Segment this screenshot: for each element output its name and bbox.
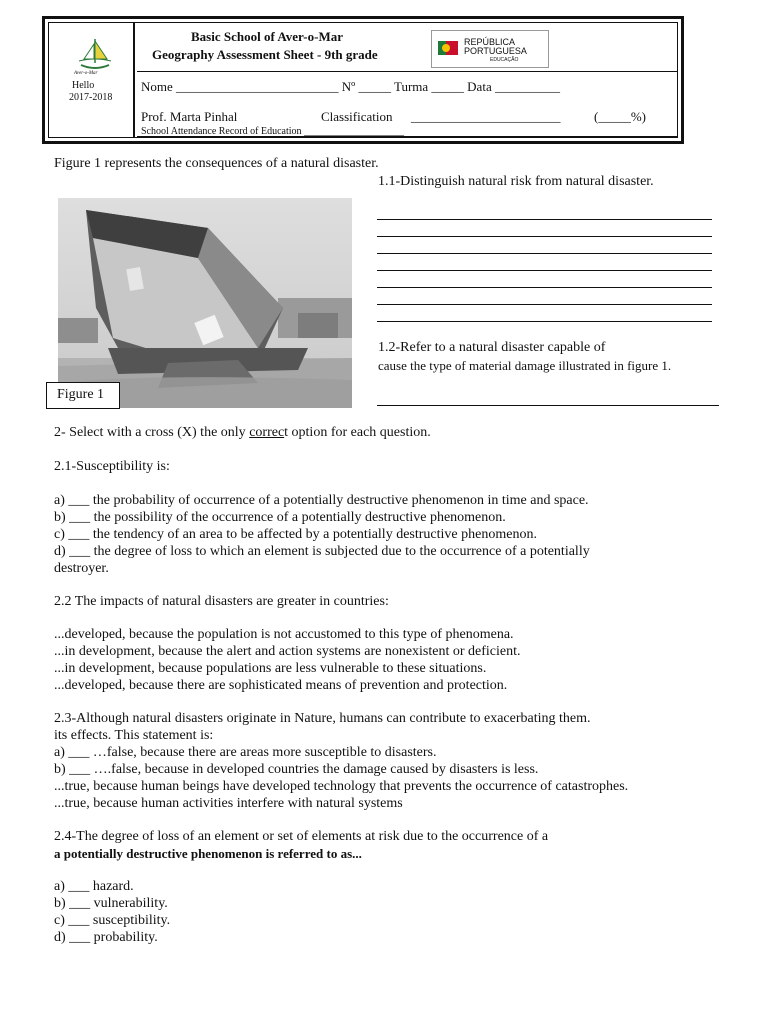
percent-field[interactable]: (_____%) xyxy=(594,109,646,124)
name-label: Nome xyxy=(141,79,173,94)
school-name: Basic School of Aver-o-Mar xyxy=(191,29,343,44)
class-field[interactable]: _____ xyxy=(431,79,464,94)
q2-1-option-b[interactable]: b) ___ the possibility of the occurrence of a potentially destructive phenomenon. xyxy=(54,510,506,525)
number-field[interactable]: _____ xyxy=(358,79,391,94)
q2-4-option-c[interactable]: c) ___ susceptibility. xyxy=(54,913,171,928)
question-2-3-title: 2.3-Although natural disasters originate in Nature, humans can contribute to exacerbating them. xyxy=(54,711,591,726)
header-box xyxy=(42,16,684,144)
attendance-row xyxy=(141,126,404,137)
q2-2-option-2[interactable]: ...in development, because the alert and action systems are nonexistent or deficient. xyxy=(54,644,521,659)
q2-1-option-c[interactable]: c) ___ the tendency of an area to be affected by a potentially destructive phenomenon. xyxy=(54,527,537,542)
header-inner-frame xyxy=(48,22,678,138)
classification-field[interactable]: _______________________ xyxy=(411,109,561,124)
q2-prefix: 2- Select with a cross (X) the only xyxy=(54,425,250,440)
greeting-label: Hello xyxy=(72,80,95,91)
sheet-title: Geography Assessment Sheet - 9th grade xyxy=(152,47,378,62)
q2-underlined: correc xyxy=(249,425,285,440)
q2-3-option-c[interactable]: ...true, because human beings have developed technology that prevents the occurrence of catastrophes. xyxy=(54,779,629,794)
question-1-1: 1.1-Distinguish natural risk from natural disaster. xyxy=(378,174,654,189)
figure-caption-box xyxy=(46,382,120,409)
class-label: Turma xyxy=(393,79,429,94)
republic-line1: REPÚBLICA xyxy=(464,37,516,47)
figure-caption: Figure 1 xyxy=(57,387,105,402)
question-2-1-title: 2.1-Susceptibility is: xyxy=(54,459,170,474)
q2-1-option-a[interactable]: a) ___ the probability of occurrence of a potentially destructive phenomenon in time and space. xyxy=(54,493,589,508)
q2-1-option-d-continued: destroyer. xyxy=(54,561,109,576)
attendance-field[interactable]: ____________________ xyxy=(304,126,405,137)
question-1-2-line1: 1.2-Refer to a natural disaster capable of xyxy=(378,340,606,355)
name-row xyxy=(141,79,560,95)
question-2-2-title: 2.2 The impacts of natural disasters are greater in countries: xyxy=(54,594,389,609)
answer-line-1-2[interactable] xyxy=(377,405,719,406)
question-2-4-title-continued: a potentially destructive phenomenon is referred to as... xyxy=(54,846,362,861)
school-logo-icon xyxy=(75,35,115,73)
date-field[interactable]: __________ xyxy=(494,79,560,94)
logo-caption: Aver-o-Mar xyxy=(74,71,98,76)
classification-label: Classification xyxy=(321,109,393,124)
school-year: 2017-2018 xyxy=(69,92,113,103)
q2-4-option-a[interactable]: a) ___ hazard. xyxy=(54,879,134,894)
q2-3-option-d[interactable]: ...true, because human activities interfere with natural systems xyxy=(54,796,403,811)
number-label: Nº xyxy=(341,79,356,94)
q2-2-option-4[interactable]: ...developed, because there are sophisticated means of prevention and protection. xyxy=(54,678,508,693)
republic-line2: PORTUGUESA xyxy=(464,46,527,56)
collapsed-house-photo-icon xyxy=(58,198,352,408)
question-2-3-title-continued: its effects. This statement is: xyxy=(54,728,214,743)
republic-flag-icon xyxy=(438,39,458,57)
republic-line3: EDUCAÇÃO xyxy=(490,57,519,63)
q2-1-option-d[interactable]: d) ___ the degree of loss to which an element is subjected due to the occurrence of a potentially xyxy=(54,544,590,559)
q2-4-option-d[interactable]: d) ___ probability. xyxy=(54,930,158,945)
teacher-name: Prof. Marta Pinhal xyxy=(141,109,238,124)
question-2-instruction xyxy=(54,425,431,441)
q2-4-option-b[interactable]: b) ___ vulnerability. xyxy=(54,896,168,911)
name-field[interactable]: _________________________ xyxy=(176,79,339,94)
q2-2-option-1[interactable]: ...developed, because the population is not accustomed to this type of phenomena. xyxy=(54,627,514,642)
header-divider-top xyxy=(137,71,677,72)
header-divider-vertical xyxy=(133,23,135,137)
figure-photo xyxy=(58,198,352,408)
intro-text: Figure 1 represents the consequences of a natural disaster. xyxy=(54,156,379,171)
date-label: Data xyxy=(467,79,492,94)
q2-2-option-3[interactable]: ...in development, because populations are less vulnerable to these situations. xyxy=(54,661,487,676)
republic-logo xyxy=(431,30,549,68)
q2-suffix: t option for each question. xyxy=(284,425,431,440)
question-2-4-title: 2.4-The degree of loss of an element or set of elements at risk due to the occurrence of a xyxy=(54,829,549,844)
answer-lines-1-1[interactable] xyxy=(377,219,712,338)
attendance-label: School Attendance Record of Education xyxy=(141,126,302,137)
q2-3-option-b[interactable]: b) ___ ….false, because in developed countries the damage caused by disasters is less. xyxy=(54,762,539,777)
question-1-2-line2: cause the type of material damage illustrated in figure 1. xyxy=(378,358,672,373)
q2-3-option-a[interactable]: a) ___ …false, because there are areas more susceptible to disasters. xyxy=(54,745,437,760)
